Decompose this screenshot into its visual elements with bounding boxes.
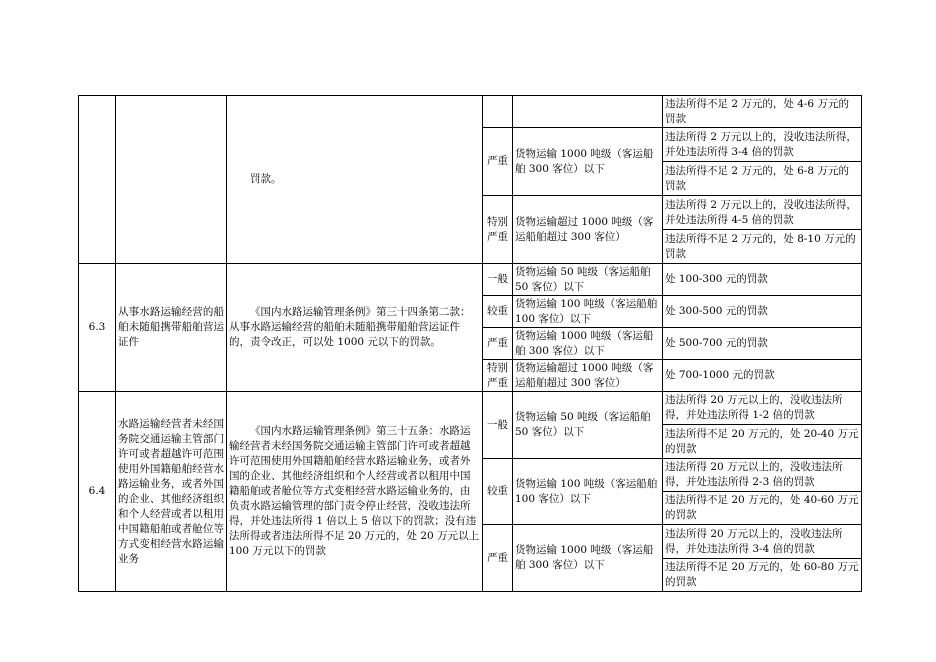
penalty-table bbox=[78, 95, 862, 592]
basis-cell bbox=[227, 392, 483, 592]
penalty-cell: 处 500-700 元的罚款 bbox=[663, 328, 862, 360]
condition-cell: 货物运输 50 吨级（客运船舶 50 客位）以下 bbox=[513, 264, 663, 296]
condition-cell: 货物运输 100 吨级（客运船舶 100 客位）以下 bbox=[513, 296, 663, 328]
row-id-cell: 6.4 bbox=[79, 392, 116, 592]
penalty-cell: 处 300-500 元的罚款 bbox=[663, 296, 862, 328]
condition-cell: 货物运输超过 1000 吨级（客运船舶超过 300 客位） bbox=[513, 196, 663, 264]
level-cell: 特别严重 bbox=[483, 196, 513, 264]
condition-cell: 货物运输 1000 吨级（客运船舶 300 客位）以下 bbox=[513, 328, 663, 360]
penalty-cell: 违法所得 20 万元以上的，没收违法所得，并处违法所得 1-2 倍的罚款 bbox=[663, 392, 862, 425]
level-cell: 特别严重 bbox=[483, 360, 513, 392]
level-cell: 较重 bbox=[483, 459, 513, 525]
penalty-cell: 违法所得不足 20 万元的，处 60-80 万元的罚款 bbox=[663, 559, 862, 592]
basis-cell bbox=[227, 96, 483, 264]
penalty-cell: 违法所得 20 万元以上的，没收违法所得，并处违法所得 3-4 倍的罚款 bbox=[663, 525, 862, 559]
table-row bbox=[79, 264, 862, 296]
condition-cell: 货物运输 1000 吨级（客运船舶 300 客位）以下 bbox=[513, 525, 663, 592]
penalty-cell: 违法所得不足 20 万元的，处 40-60 万元的罚款 bbox=[663, 492, 862, 525]
penalty-cell: 处 700-1000 元的罚款 bbox=[663, 360, 862, 392]
condition-cell: 货物运输 1000 吨级（客运船舶 300 客位）以下 bbox=[513, 128, 663, 196]
basis-text: 罚款。 bbox=[250, 173, 282, 185]
penalty-cell: 违法所得 2 万元以上的，没收违法所得，并处违法所得 4-5 倍的罚款 bbox=[663, 196, 862, 230]
basis-text: 《国内水路运输管理条例》第三十四条第二款：从事水路运输经营的船舶未随船携带船舶营运证件的，责令改正，可以处 1000 元以下的罚款。 bbox=[229, 306, 471, 348]
condition-cell: 货物运输 50 吨级（客运船舶 50 客位）以下 bbox=[513, 392, 663, 459]
condition-cell: 货物运输 100 吨级（客运船舶 100 客位）以下 bbox=[513, 459, 663, 525]
table-row bbox=[79, 96, 862, 128]
level-cell: 一般 bbox=[483, 392, 513, 459]
basis-text: 《国内水路运输管理条例》第三十五条：水路运输经营者未经国务院交通运输主管部门许可或者超越许可范围使用外国籍船舶经营水路运输业务，或者外国的企业、其他经济组织和个人经营或者以租用中国籍船舶或者舱位等方式变相经营水路运输业务的，由负责水路运输管理的部门责令停止经营，没收违法所得，并处违法所得 1 倍以上 5 倍以下的罚款；没有违法所得或者违法所得不足 20 万元的，处 20 万元以上 100 万元以下的罚款 bbox=[229, 425, 480, 557]
level-cell: 较重 bbox=[483, 296, 513, 328]
basis-cell bbox=[227, 264, 483, 392]
level-cell: 严重 bbox=[483, 525, 513, 592]
level-cell: 严重 bbox=[483, 328, 513, 360]
penalty-cell: 违法所得不足 2 万元的，处 8-10 万元的罚款 bbox=[663, 230, 862, 264]
item-cell bbox=[116, 96, 227, 264]
level-cell: 严重 bbox=[483, 128, 513, 196]
row-id-cell bbox=[79, 96, 116, 264]
table-row bbox=[79, 392, 862, 425]
penalty-cell: 违法所得不足 2 万元的，处 4-6 万元的罚款 bbox=[663, 96, 862, 128]
level-cell: 一般 bbox=[483, 264, 513, 296]
condition-cell: 货物运输超过 1000 吨级（客运船舶超过 300 客位） bbox=[513, 360, 663, 392]
row-id-cell: 6.3 bbox=[79, 264, 116, 392]
level-cell bbox=[483, 96, 513, 128]
penalty-cell: 处 100-300 元的罚款 bbox=[663, 264, 862, 296]
penalty-cell: 违法所得不足 20 万元的，处 20-40 万元的罚款 bbox=[663, 425, 862, 459]
item-cell: 水路运输经营者未经国务院交通运输主管部门许可或者超越许可范围使用外国籍船舶经营水路运输业务，或者外国的企业、其他经济组织和个人经营或者以租用中国籍船舶或者舱位等方式变相经营水路运输业务 bbox=[116, 392, 227, 592]
penalty-cell: 违法所得 20 万元以上的，没收违法所得，并处违法所得 2-3 倍的罚款 bbox=[663, 459, 862, 492]
item-cell: 从事水路运输经营的船舶未随船携带船舶营运证件 bbox=[116, 264, 227, 392]
condition-cell bbox=[513, 96, 663, 128]
penalty-cell: 违法所得 2 万元以上的，没收违法所得，并处违法所得 3-4 倍的罚款 bbox=[663, 128, 862, 162]
penalty-cell: 违法所得不足 2 万元的，处 6-8 万元的罚款 bbox=[663, 162, 862, 196]
